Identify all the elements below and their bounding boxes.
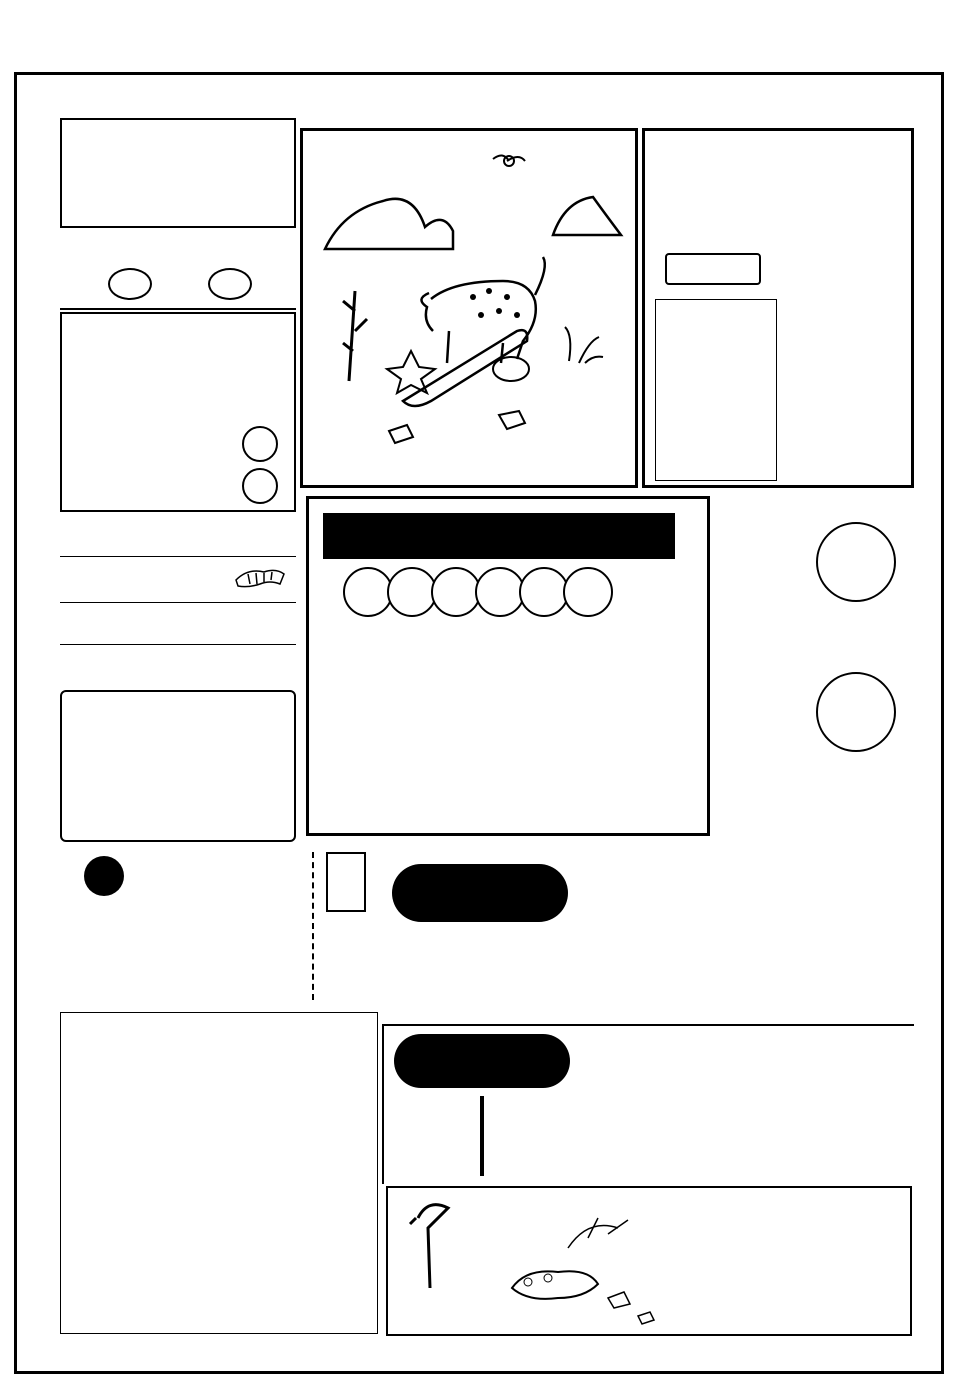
- slogan-title: [80, 856, 128, 896]
- table-row: [66, 137, 90, 151]
- analysis-numbers: [343, 567, 607, 617]
- poem-box: [655, 299, 777, 481]
- offer-cell: [84, 151, 90, 165]
- provide-num: [242, 468, 278, 504]
- offer-cell: [84, 193, 90, 207]
- table-row: [66, 165, 90, 179]
- offer-cell: [84, 179, 90, 193]
- tip-label-box: [326, 852, 366, 912]
- analysis-number: [431, 567, 481, 617]
- analysis-number: [519, 567, 569, 617]
- offer-cell: [84, 165, 90, 179]
- mark-six-strip-right: [920, 80, 948, 1340]
- provide-num: [242, 426, 278, 462]
- table-row: [66, 193, 90, 207]
- offer-cell: [84, 137, 90, 151]
- hot-cold-num: [108, 268, 152, 300]
- mark-six-strip-top: [20, 80, 920, 108]
- table-row: [66, 151, 90, 165]
- stats-block: [724, 644, 914, 774]
- divider: [60, 644, 296, 645]
- special-open-divider: [480, 1096, 484, 1176]
- riddle-box: [386, 1186, 912, 1336]
- contribution-box: [60, 690, 296, 842]
- tip-box: [312, 852, 362, 1000]
- slogan-box: [60, 848, 320, 1006]
- frequency-table: [66, 123, 90, 207]
- divider: [60, 602, 296, 603]
- mark-six-strip-left: [20, 112, 48, 1332]
- analysis-box: [306, 496, 710, 836]
- analysis-number: [387, 567, 437, 617]
- analysis-number: [343, 567, 393, 617]
- table-header-row: [66, 123, 90, 137]
- stats-ball: [816, 672, 896, 752]
- analysis-number: [563, 567, 613, 617]
- brand-sub: [665, 253, 761, 285]
- special-open-section: [382, 1024, 914, 1184]
- special-code-box: [60, 312, 296, 512]
- slogan-title-badge: [84, 856, 124, 896]
- table-row: [66, 179, 90, 193]
- lucky-box: [60, 514, 296, 686]
- frequency-table-box: [60, 118, 296, 228]
- hot-cold-box: [60, 230, 296, 310]
- brand-box: [642, 128, 914, 488]
- total-section: [382, 806, 914, 1022]
- hot-cold-num: [208, 268, 252, 300]
- analysis-number: [475, 567, 525, 617]
- riddle-picture: [388, 1188, 688, 1336]
- stats-block: [724, 496, 914, 646]
- puzzle-box: [60, 1012, 378, 1334]
- stats-ball: [816, 522, 896, 602]
- puzzle-grid: [79, 1079, 369, 1329]
- picture-frame: [300, 128, 638, 488]
- header: [380, 4, 920, 74]
- divider: [60, 556, 296, 557]
- tiger-icon: [230, 560, 290, 594]
- treasure-picture: [303, 131, 635, 485]
- table-header: [84, 123, 90, 137]
- total-pill: [392, 864, 568, 922]
- analysis-title: [323, 513, 675, 559]
- special-open-pill: [394, 1034, 570, 1088]
